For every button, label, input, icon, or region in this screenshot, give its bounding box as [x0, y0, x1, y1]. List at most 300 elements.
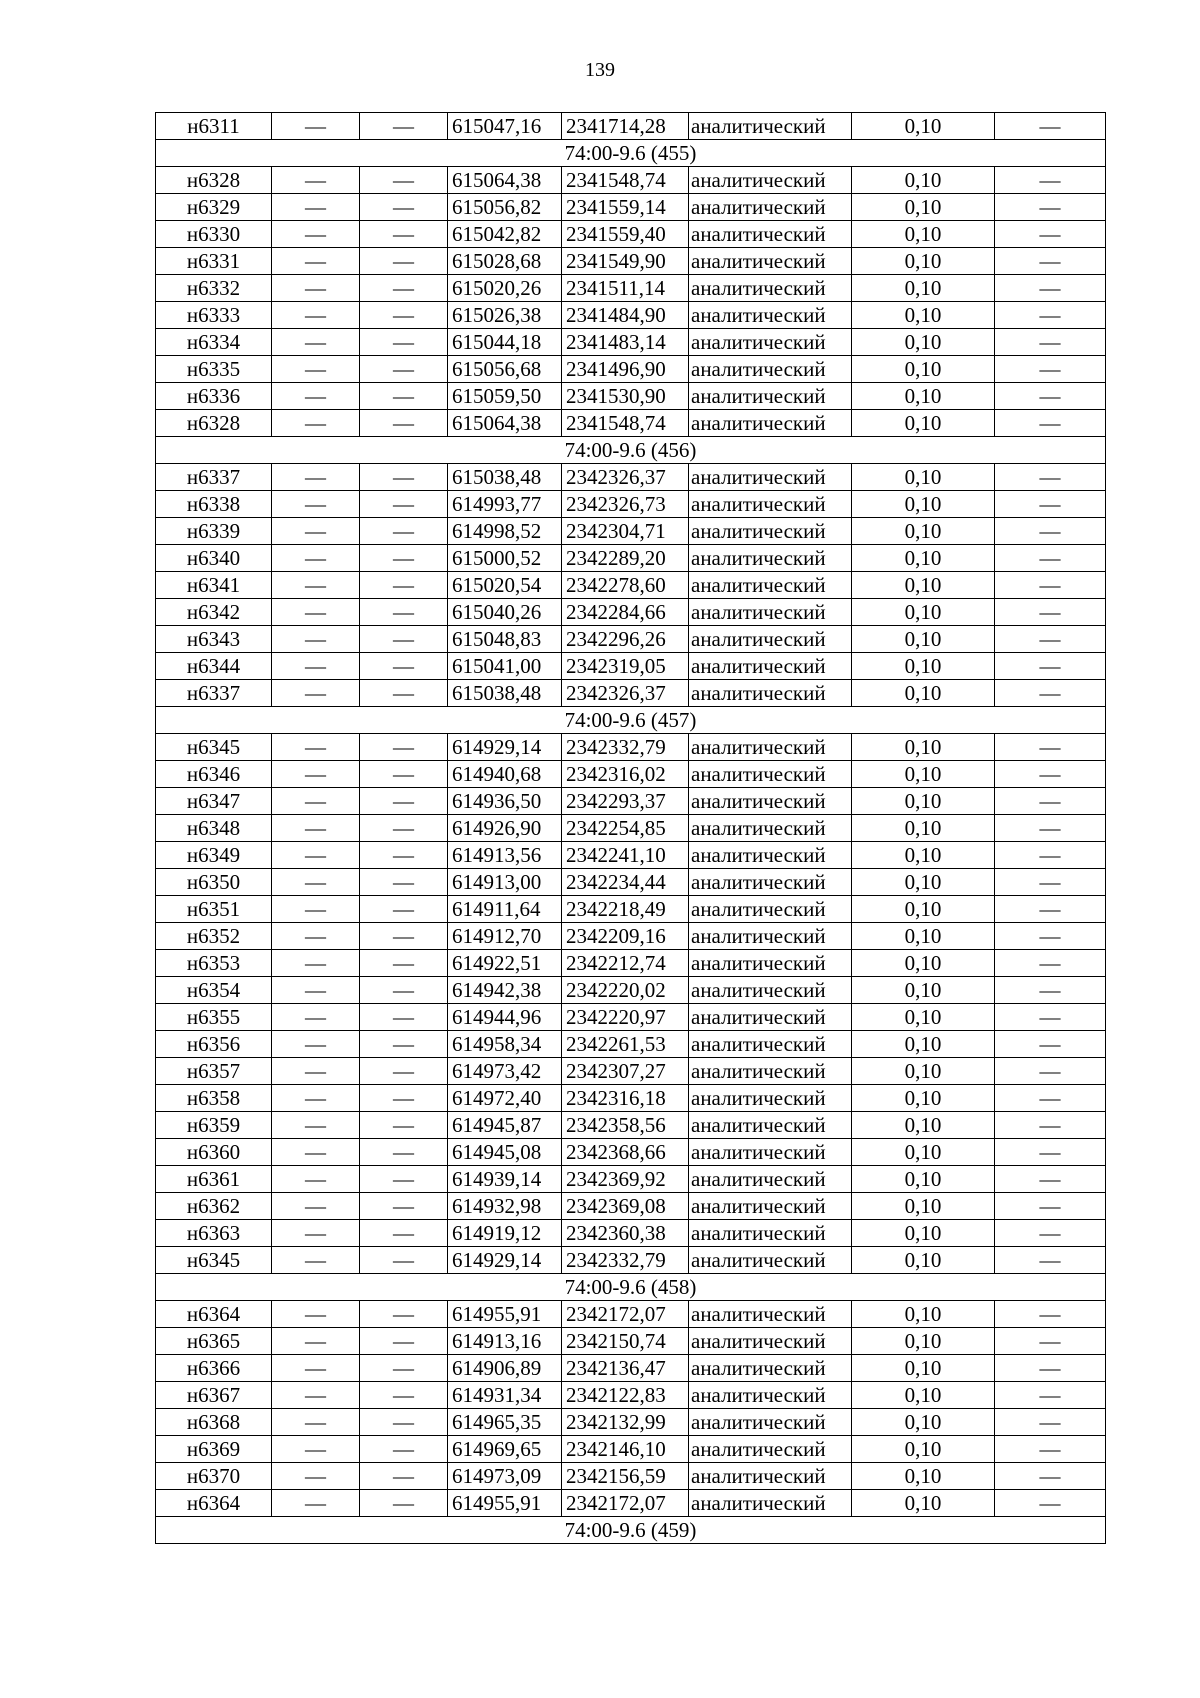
method-cell: аналитический: [689, 599, 852, 626]
description-cell: —: [995, 491, 1106, 518]
method-cell: аналитический: [689, 1490, 852, 1517]
old-x-cell: —: [272, 491, 360, 518]
method-cell: аналитический: [689, 1193, 852, 1220]
old-x-cell: —: [272, 896, 360, 923]
x-coordinate-cell: 615040,26: [448, 599, 562, 626]
description-cell: —: [995, 1031, 1106, 1058]
group-header-row: [156, 140, 1106, 167]
method-cell: аналитический: [689, 572, 852, 599]
point-name-cell: н6369: [156, 1436, 272, 1463]
parcel-number: 74:00-9.6 (456): [156, 437, 1106, 464]
old-y-cell: —: [360, 734, 448, 761]
method-cell: аналитический: [689, 680, 852, 707]
point-name-cell: н6365: [156, 1328, 272, 1355]
y-coordinate-cell: 2342146,10: [562, 1436, 689, 1463]
old-y-cell: —: [360, 167, 448, 194]
x-coordinate-cell: 614939,14: [448, 1166, 562, 1193]
method-cell: аналитический: [689, 842, 852, 869]
accuracy-cell: 0,10: [852, 653, 995, 680]
description-cell: —: [995, 1112, 1106, 1139]
table-row: [156, 1085, 1106, 1112]
accuracy-cell: 0,10: [852, 896, 995, 923]
table-row: [156, 734, 1106, 761]
old-y-cell: —: [360, 1409, 448, 1436]
accuracy-cell: 0,10: [852, 167, 995, 194]
description-cell: —: [995, 1301, 1106, 1328]
old-y-cell: —: [360, 1382, 448, 1409]
x-coordinate-cell: 614919,12: [448, 1220, 562, 1247]
y-coordinate-cell: 2341496,90: [562, 356, 689, 383]
accuracy-cell: 0,10: [852, 1220, 995, 1247]
description-cell: —: [995, 410, 1106, 437]
y-coordinate-cell: 2342293,37: [562, 788, 689, 815]
old-y-cell: —: [360, 1436, 448, 1463]
y-coordinate-cell: 2342296,26: [562, 626, 689, 653]
method-cell: аналитический: [689, 1409, 852, 1436]
accuracy-cell: 0,10: [852, 923, 995, 950]
old-x-cell: —: [272, 113, 360, 140]
table-row: [156, 1166, 1106, 1193]
y-coordinate-cell: 2342326,37: [562, 464, 689, 491]
y-coordinate-cell: 2342172,07: [562, 1490, 689, 1517]
method-cell: аналитический: [689, 1031, 852, 1058]
method-cell: аналитический: [689, 113, 852, 140]
old-x-cell: —: [272, 302, 360, 329]
old-x-cell: —: [272, 1112, 360, 1139]
old-y-cell: —: [360, 221, 448, 248]
accuracy-cell: 0,10: [852, 329, 995, 356]
method-cell: аналитический: [689, 221, 852, 248]
x-coordinate-cell: 614998,52: [448, 518, 562, 545]
y-coordinate-cell: 2342122,83: [562, 1382, 689, 1409]
old-x-cell: —: [272, 680, 360, 707]
old-x-cell: —: [272, 518, 360, 545]
table-row: [156, 1112, 1106, 1139]
y-coordinate-cell: 2342304,71: [562, 518, 689, 545]
old-y-cell: —: [360, 329, 448, 356]
accuracy-cell: 0,10: [852, 302, 995, 329]
accuracy-cell: 0,10: [852, 356, 995, 383]
table-row: [156, 815, 1106, 842]
table-row: [156, 464, 1106, 491]
y-coordinate-cell: 2341511,14: [562, 275, 689, 302]
point-name-cell: н6337: [156, 680, 272, 707]
description-cell: —: [995, 329, 1106, 356]
description-cell: —: [995, 383, 1106, 410]
point-name-cell: н6331: [156, 248, 272, 275]
y-coordinate-cell: 2342241,10: [562, 842, 689, 869]
method-cell: аналитический: [689, 248, 852, 275]
table-row: [156, 626, 1106, 653]
accuracy-cell: 0,10: [852, 977, 995, 1004]
table-row: [156, 1436, 1106, 1463]
x-coordinate-cell: 615000,52: [448, 545, 562, 572]
table-body: [156, 113, 1106, 1544]
table-row: [156, 1463, 1106, 1490]
table-row: [156, 410, 1106, 437]
x-coordinate-cell: 614929,14: [448, 734, 562, 761]
parcel-number: 74:00-9.6 (458): [156, 1274, 1106, 1301]
description-cell: —: [995, 194, 1106, 221]
old-y-cell: —: [360, 788, 448, 815]
y-coordinate-cell: 2341559,14: [562, 194, 689, 221]
table-row: [156, 275, 1106, 302]
description-cell: —: [995, 923, 1106, 950]
old-x-cell: —: [272, 1436, 360, 1463]
table-row: [156, 221, 1106, 248]
point-name-cell: н6333: [156, 302, 272, 329]
old-x-cell: —: [272, 248, 360, 275]
description-cell: —: [995, 1355, 1106, 1382]
description-cell: —: [995, 1193, 1106, 1220]
x-coordinate-cell: 615028,68: [448, 248, 562, 275]
point-name-cell: н6311: [156, 113, 272, 140]
method-cell: аналитический: [689, 788, 852, 815]
y-coordinate-cell: 2342316,18: [562, 1085, 689, 1112]
accuracy-cell: 0,10: [852, 1490, 995, 1517]
method-cell: аналитический: [689, 977, 852, 1004]
old-y-cell: —: [360, 896, 448, 923]
x-coordinate-cell: 614913,16: [448, 1328, 562, 1355]
description-cell: —: [995, 1058, 1106, 1085]
old-x-cell: —: [272, 599, 360, 626]
table-row: [156, 842, 1106, 869]
method-cell: аналитический: [689, 275, 852, 302]
x-coordinate-cell: 614936,50: [448, 788, 562, 815]
old-y-cell: —: [360, 491, 448, 518]
point-name-cell: н6328: [156, 167, 272, 194]
point-name-cell: н6342: [156, 599, 272, 626]
description-cell: —: [995, 113, 1106, 140]
old-y-cell: —: [360, 1058, 448, 1085]
point-name-cell: н6364: [156, 1490, 272, 1517]
old-x-cell: —: [272, 842, 360, 869]
method-cell: аналитический: [689, 1004, 852, 1031]
table-row: [156, 1139, 1106, 1166]
accuracy-cell: 0,10: [852, 410, 995, 437]
x-coordinate-cell: 614913,00: [448, 869, 562, 896]
point-name-cell: н6366: [156, 1355, 272, 1382]
y-coordinate-cell: 2342289,20: [562, 545, 689, 572]
x-coordinate-cell: 614942,38: [448, 977, 562, 1004]
old-y-cell: —: [360, 626, 448, 653]
parcel-number: 74:00-9.6 (455): [156, 140, 1106, 167]
old-x-cell: —: [272, 383, 360, 410]
x-coordinate-cell: 614940,68: [448, 761, 562, 788]
point-name-cell: н6356: [156, 1031, 272, 1058]
description-cell: —: [995, 626, 1106, 653]
old-x-cell: —: [272, 329, 360, 356]
y-coordinate-cell: 2341548,74: [562, 410, 689, 437]
point-name-cell: н6348: [156, 815, 272, 842]
description-cell: —: [995, 977, 1106, 1004]
y-coordinate-cell: 2342332,79: [562, 734, 689, 761]
y-coordinate-cell: 2342284,66: [562, 599, 689, 626]
table-row: [156, 788, 1106, 815]
accuracy-cell: 0,10: [852, 1166, 995, 1193]
point-name-cell: н6341: [156, 572, 272, 599]
description-cell: —: [995, 221, 1106, 248]
old-x-cell: —: [272, 869, 360, 896]
method-cell: аналитический: [689, 302, 852, 329]
point-name-cell: н6338: [156, 491, 272, 518]
point-name-cell: н6353: [156, 950, 272, 977]
x-coordinate-cell: 614945,08: [448, 1139, 562, 1166]
old-y-cell: —: [360, 1004, 448, 1031]
page-number: 139: [585, 59, 615, 81]
description-cell: —: [995, 167, 1106, 194]
table-row: [156, 1004, 1106, 1031]
description-cell: —: [995, 842, 1106, 869]
table-row: [156, 1328, 1106, 1355]
point-name-cell: н6328: [156, 410, 272, 437]
parcel-number: 74:00-9.6 (457): [156, 707, 1106, 734]
x-coordinate-cell: 614932,98: [448, 1193, 562, 1220]
description-cell: —: [995, 788, 1106, 815]
y-coordinate-cell: 2342360,38: [562, 1220, 689, 1247]
y-coordinate-cell: 2342278,60: [562, 572, 689, 599]
description-cell: —: [995, 1328, 1106, 1355]
table-row: [156, 1490, 1106, 1517]
x-coordinate-cell: 614929,14: [448, 1247, 562, 1274]
coordinates-table: [155, 112, 1106, 1544]
accuracy-cell: 0,10: [852, 1463, 995, 1490]
y-coordinate-cell: 2342369,92: [562, 1166, 689, 1193]
y-coordinate-cell: 2341559,40: [562, 221, 689, 248]
x-coordinate-cell: 614955,91: [448, 1490, 562, 1517]
old-x-cell: —: [272, 1463, 360, 1490]
old-y-cell: —: [360, 356, 448, 383]
old-y-cell: —: [360, 653, 448, 680]
old-x-cell: —: [272, 977, 360, 1004]
point-name-cell: н6345: [156, 1247, 272, 1274]
y-coordinate-cell: 2342332,79: [562, 1247, 689, 1274]
y-coordinate-cell: 2342132,99: [562, 1409, 689, 1436]
description-cell: —: [995, 1436, 1106, 1463]
description-cell: —: [995, 1247, 1106, 1274]
old-x-cell: —: [272, 275, 360, 302]
y-coordinate-cell: 2342136,47: [562, 1355, 689, 1382]
old-y-cell: —: [360, 1193, 448, 1220]
accuracy-cell: 0,10: [852, 1193, 995, 1220]
y-coordinate-cell: 2341548,74: [562, 167, 689, 194]
accuracy-cell: 0,10: [852, 842, 995, 869]
table-row: [156, 869, 1106, 896]
table-row: [156, 1355, 1106, 1382]
x-coordinate-cell: 615047,16: [448, 113, 562, 140]
method-cell: аналитический: [689, 896, 852, 923]
table-row: [156, 383, 1106, 410]
y-coordinate-cell: 2342150,74: [562, 1328, 689, 1355]
description-cell: —: [995, 1004, 1106, 1031]
old-x-cell: —: [272, 626, 360, 653]
y-coordinate-cell: 2342220,02: [562, 977, 689, 1004]
accuracy-cell: 0,10: [852, 1409, 995, 1436]
accuracy-cell: 0,10: [852, 1139, 995, 1166]
point-name-cell: н6343: [156, 626, 272, 653]
y-coordinate-cell: 2341483,14: [562, 329, 689, 356]
y-coordinate-cell: 2342234,44: [562, 869, 689, 896]
method-cell: аналитический: [689, 653, 852, 680]
x-coordinate-cell: 615038,48: [448, 680, 562, 707]
y-coordinate-cell: 2341484,90: [562, 302, 689, 329]
description-cell: —: [995, 896, 1106, 923]
accuracy-cell: 0,10: [852, 545, 995, 572]
old-x-cell: —: [272, 356, 360, 383]
table-row: [156, 518, 1106, 545]
old-y-cell: —: [360, 302, 448, 329]
group-header-row: [156, 1274, 1106, 1301]
method-cell: аналитический: [689, 356, 852, 383]
old-x-cell: —: [272, 1355, 360, 1382]
old-x-cell: —: [272, 464, 360, 491]
accuracy-cell: 0,10: [852, 1031, 995, 1058]
table-row: [156, 896, 1106, 923]
accuracy-cell: 0,10: [852, 275, 995, 302]
method-cell: аналитический: [689, 1058, 852, 1085]
point-name-cell: н6344: [156, 653, 272, 680]
accuracy-cell: 0,10: [852, 248, 995, 275]
description-cell: —: [995, 1220, 1106, 1247]
accuracy-cell: 0,10: [852, 1247, 995, 1274]
y-coordinate-cell: 2342209,16: [562, 923, 689, 950]
x-coordinate-cell: 614931,34: [448, 1382, 562, 1409]
accuracy-cell: 0,10: [852, 1085, 995, 1112]
old-y-cell: —: [360, 1166, 448, 1193]
description-cell: —: [995, 869, 1106, 896]
accuracy-cell: 0,10: [852, 815, 995, 842]
old-y-cell: —: [360, 1328, 448, 1355]
old-y-cell: —: [360, 1085, 448, 1112]
old-x-cell: —: [272, 545, 360, 572]
old-x-cell: —: [272, 1031, 360, 1058]
x-coordinate-cell: 615020,54: [448, 572, 562, 599]
x-coordinate-cell: 615064,38: [448, 410, 562, 437]
accuracy-cell: 0,10: [852, 761, 995, 788]
x-coordinate-cell: 615026,38: [448, 302, 562, 329]
accuracy-cell: 0,10: [852, 626, 995, 653]
method-cell: аналитический: [689, 815, 852, 842]
description-cell: —: [995, 1382, 1106, 1409]
point-name-cell: н6355: [156, 1004, 272, 1031]
y-coordinate-cell: 2342368,66: [562, 1139, 689, 1166]
old-y-cell: —: [360, 869, 448, 896]
point-name-cell: н6351: [156, 896, 272, 923]
description-cell: —: [995, 302, 1106, 329]
old-x-cell: —: [272, 761, 360, 788]
old-x-cell: —: [272, 815, 360, 842]
method-cell: аналитический: [689, 761, 852, 788]
method-cell: аналитический: [689, 410, 852, 437]
old-y-cell: —: [360, 464, 448, 491]
old-y-cell: —: [360, 599, 448, 626]
table-row: [156, 1220, 1106, 1247]
method-cell: аналитический: [689, 1166, 852, 1193]
description-cell: —: [995, 734, 1106, 761]
old-y-cell: —: [360, 923, 448, 950]
point-name-cell: н6354: [156, 977, 272, 1004]
y-coordinate-cell: 2341530,90: [562, 383, 689, 410]
table-row: [156, 950, 1106, 977]
description-cell: —: [995, 1409, 1106, 1436]
y-coordinate-cell: 2342220,97: [562, 1004, 689, 1031]
x-coordinate-cell: 614944,96: [448, 1004, 562, 1031]
group-header-row: [156, 707, 1106, 734]
x-coordinate-cell: 614973,42: [448, 1058, 562, 1085]
x-coordinate-cell: 614926,90: [448, 815, 562, 842]
group-header-row: [156, 1517, 1106, 1544]
method-cell: аналитический: [689, 491, 852, 518]
point-name-cell: н6360: [156, 1139, 272, 1166]
description-cell: —: [995, 950, 1106, 977]
point-name-cell: н6362: [156, 1193, 272, 1220]
x-coordinate-cell: 615042,82: [448, 221, 562, 248]
accuracy-cell: 0,10: [852, 1436, 995, 1463]
accuracy-cell: 0,10: [852, 1382, 995, 1409]
old-y-cell: —: [360, 1463, 448, 1490]
description-cell: —: [995, 680, 1106, 707]
old-y-cell: —: [360, 815, 448, 842]
old-y-cell: —: [360, 1301, 448, 1328]
accuracy-cell: 0,10: [852, 572, 995, 599]
x-coordinate-cell: 615038,48: [448, 464, 562, 491]
x-coordinate-cell: 615064,38: [448, 167, 562, 194]
y-coordinate-cell: 2342326,37: [562, 680, 689, 707]
old-x-cell: —: [272, 572, 360, 599]
point-name-cell: н6330: [156, 221, 272, 248]
old-y-cell: —: [360, 1031, 448, 1058]
description-cell: —: [995, 248, 1106, 275]
description-cell: —: [995, 761, 1106, 788]
old-x-cell: —: [272, 734, 360, 761]
old-x-cell: —: [272, 1247, 360, 1274]
description-cell: —: [995, 815, 1106, 842]
method-cell: аналитический: [689, 1463, 852, 1490]
table-row: [156, 1058, 1106, 1085]
point-name-cell: н6359: [156, 1112, 272, 1139]
y-coordinate-cell: 2342172,07: [562, 1301, 689, 1328]
point-name-cell: н6334: [156, 329, 272, 356]
accuracy-cell: 0,10: [852, 1112, 995, 1139]
x-coordinate-cell: 614973,09: [448, 1463, 562, 1490]
description-cell: —: [995, 275, 1106, 302]
method-cell: аналитический: [689, 626, 852, 653]
point-name-cell: н6350: [156, 869, 272, 896]
point-name-cell: н6340: [156, 545, 272, 572]
method-cell: аналитический: [689, 950, 852, 977]
method-cell: аналитический: [689, 1085, 852, 1112]
description-cell: —: [995, 464, 1106, 491]
y-coordinate-cell: 2342316,02: [562, 761, 689, 788]
old-x-cell: —: [272, 1301, 360, 1328]
method-cell: аналитический: [689, 329, 852, 356]
old-y-cell: —: [360, 1139, 448, 1166]
table-row: [156, 1247, 1106, 1274]
y-coordinate-cell: 2342218,49: [562, 896, 689, 923]
description-cell: —: [995, 1463, 1106, 1490]
accuracy-cell: 0,10: [852, 194, 995, 221]
table-row: [156, 572, 1106, 599]
point-name-cell: н6339: [156, 518, 272, 545]
method-cell: аналитический: [689, 1247, 852, 1274]
accuracy-cell: 0,10: [852, 1328, 995, 1355]
accuracy-cell: 0,10: [852, 464, 995, 491]
accuracy-cell: 0,10: [852, 383, 995, 410]
method-cell: аналитический: [689, 167, 852, 194]
point-name-cell: н6329: [156, 194, 272, 221]
point-name-cell: н6358: [156, 1085, 272, 1112]
old-y-cell: —: [360, 977, 448, 1004]
